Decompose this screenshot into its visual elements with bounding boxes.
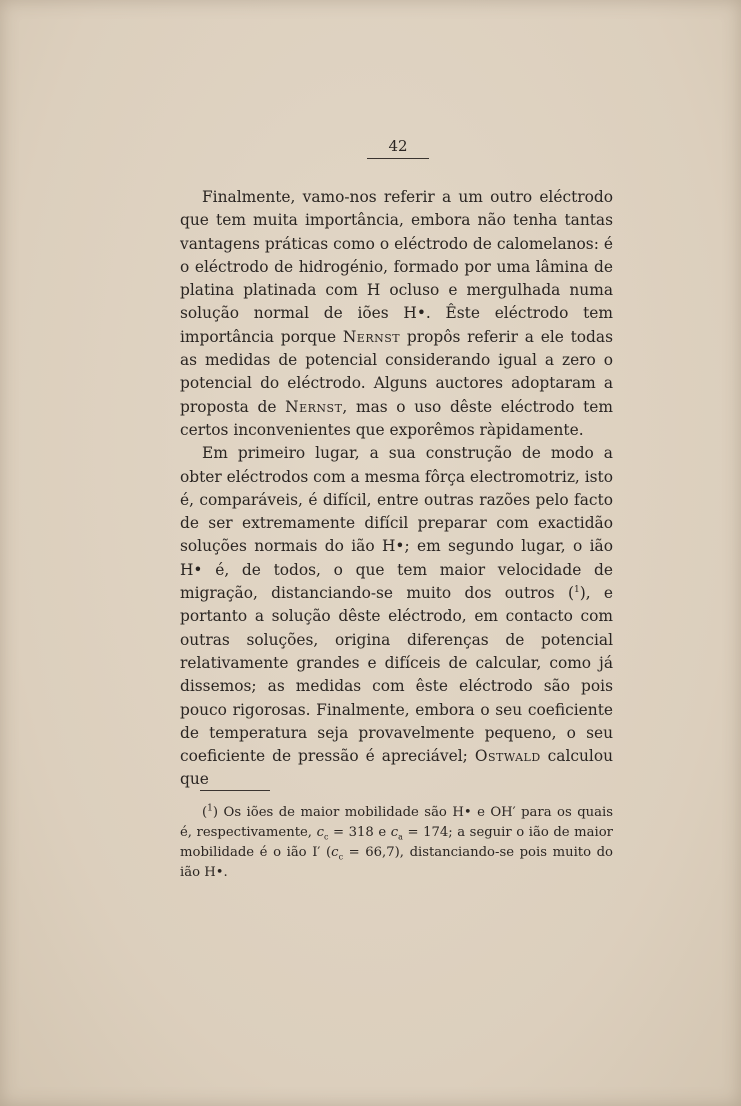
footnote: [180, 803, 613, 883]
page-number: 42: [367, 137, 429, 159]
author-name: Nernst: [342, 327, 401, 346]
author-name: Nernst: [285, 397, 343, 416]
text-run: ), e portanto a solução dêste eléctrodo, em contacto com outras soluções, origina diferenças de potencial relativamente grandes e difíceis de calcular, como já dissemos; as medidas com êste eléctrodo são pois pouco rigorosas. Finalmente, embora o seu coeficiente de temperatura seja provavelmente pequeno, o seu coeficiente de pressão é apreciável;: [180, 584, 613, 766]
text-run: Os iões de maior mobilidade são H• e OH′ para os quais é, respectivamente,: [180, 805, 613, 840]
footnote-mark: 1: [207, 803, 213, 814]
subscript: a: [398, 832, 403, 842]
footnote-divider: [200, 790, 270, 791]
text-run: Finalmente, vamo-nos referir a um outro eléctrodo que tem muita importância, embora não tenha tantas vantagens práticas como o eléctrodo de calomelanos: é o eléctrodo de hidrogénio, formado por uma lâmina de platina platinada com H ocluso e mergulhada numa solução normal de iões H•. Êste eléctrodo tem importância porque: [180, 188, 613, 346]
footnote-paren-open: (: [202, 805, 208, 820]
text-run: Em primeiro lugar, a sua construção de modo a obter eléctrodos com a mesma fôrça electromotriz, isto é, comparáveis, é difícil, entre outras razões pelo facto de ser extremamente difícil preparar com exactidão soluções normais do ião H•; em segundo lugar, o ião H• é, de todos, o que tem maior velocidade de migração, distanciando-se muito dos outros (: [180, 444, 613, 603]
text-run: , mas o uso dêste eléctrodo tem certos inconvenientes que exporêmos ràpidamente.: [180, 397, 613, 439]
text-run: = 66,7), distanciando-se pois muito do ião H•.: [180, 845, 613, 880]
author-name: Ostwald: [474, 747, 541, 766]
paragraph-2: [180, 442, 613, 791]
paragraph-1: [180, 186, 613, 442]
footnote-paren-close: ): [212, 805, 219, 820]
text-run: = 174; a seguir o ião de maior mobilidade é o ião I′ (: [180, 825, 613, 860]
footnote-reference: 1: [573, 584, 580, 595]
footnote-text: [180, 803, 613, 883]
symbol: c: [390, 825, 399, 840]
text-run: = 318 e: [328, 825, 391, 840]
subscript: c: [338, 852, 344, 862]
symbol: c: [331, 845, 339, 860]
symbol: c: [316, 825, 324, 840]
subscript: c: [323, 832, 329, 842]
body-text: [180, 186, 613, 792]
text-run: propôs referir a ele todas as medidas de potencial considerando igual a zero o potencial do eléctrodo. Alguns auctores adoptaram a proposta de: [180, 327, 613, 416]
text-run: calculou que: [180, 747, 613, 789]
